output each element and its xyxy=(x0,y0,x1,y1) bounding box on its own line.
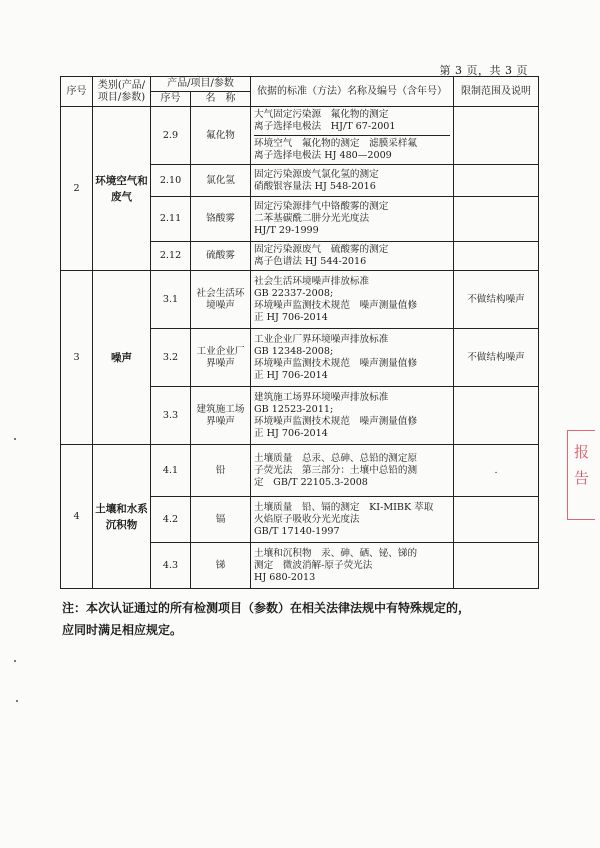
item-limit xyxy=(454,197,539,242)
item-standard xyxy=(251,445,454,497)
item-name: 锑 xyxy=(191,543,251,589)
standard-line: 土壤和沉积物 汞、砷、硒、铋、锑的 xyxy=(254,547,418,559)
standard-block xyxy=(254,548,450,584)
standard-line: 环境噪声监测技术规范 噪声测量值修 xyxy=(254,357,418,369)
standard-line: 工业企业厂界环境噪声排放标准 xyxy=(254,333,389,345)
item-number: 2.10 xyxy=(151,165,191,197)
table-row xyxy=(61,445,539,497)
item-name: 建筑施工场界噪声 xyxy=(191,387,251,445)
standard-block xyxy=(254,169,450,193)
standard-block xyxy=(254,244,450,268)
item-number: 3.3 xyxy=(151,387,191,445)
standard-line: 固定污染源废气 硫酸雾的测定 xyxy=(254,244,389,255)
standard-line: 定 GB/T 22105.3-2008 xyxy=(254,476,368,488)
standard-block xyxy=(254,276,450,324)
standard-line: 离子选择电极法 HJ/T 67-2001 xyxy=(254,121,396,132)
footnote-line: 注：本次认证通过的所有检测项目（参数）在相关法律法规中有特殊规定的， xyxy=(62,601,471,615)
item-number: 4.2 xyxy=(151,497,191,543)
item-number: 3.1 xyxy=(151,271,191,329)
header-category: 类别(产品/项目/参数) xyxy=(93,77,151,107)
table-row xyxy=(61,107,539,165)
standard-line: 固定污染源废气氯化氢的测定 xyxy=(254,168,379,180)
item-limit xyxy=(454,242,539,271)
item-standard xyxy=(251,165,454,197)
footnote-line: 应同时满足相应规定。 xyxy=(62,623,183,637)
standard-line: 环境噪声监测技术规范 噪声测量值修 xyxy=(254,415,418,427)
standard-line: 火焰原子吸收分光光度法 xyxy=(254,513,360,525)
standard-block xyxy=(254,109,450,133)
item-standard xyxy=(251,329,454,387)
item-limit: 不做结构噪声 xyxy=(454,271,539,329)
standard-line: 子荧光法 第三部分：土壤中总铅的测 xyxy=(254,464,418,476)
standard-block xyxy=(254,334,450,382)
group-seq: 3 xyxy=(61,271,93,445)
standard-line: 测定 微波消解-原子荧光法 xyxy=(254,559,373,571)
header-name: 名 称 xyxy=(191,92,251,107)
scan-speck xyxy=(14,660,16,662)
item-limit xyxy=(454,107,539,165)
item-limit xyxy=(454,497,539,543)
item-standard xyxy=(251,197,454,242)
standard-line: 离子色谱法 HJ 544-2016 xyxy=(254,256,367,267)
stamp-glyph: 告 xyxy=(573,469,589,487)
item-number: 2.11 xyxy=(151,197,191,242)
standard-line: 社会生活环境噪声排放标准 xyxy=(254,275,370,287)
standard-line: 正 HJ 706-2014 xyxy=(254,369,328,381)
header-seq: 序号 xyxy=(61,77,93,107)
item-name: 工业企业厂界噪声 xyxy=(191,329,251,387)
standard-block xyxy=(254,502,450,538)
report-stamp xyxy=(567,430,595,520)
scan-speck xyxy=(14,438,16,440)
standard-line: HJ/T 29-1999 xyxy=(254,225,319,236)
item-name: 氟化物 xyxy=(191,107,251,165)
item-standard xyxy=(251,242,454,271)
group-seq: 4 xyxy=(61,445,93,589)
item-limit: . xyxy=(454,445,539,497)
standard-line: GB 12348-2008; xyxy=(254,345,334,357)
standard-line: 二苯基碳酰二肼分光光度法 xyxy=(254,213,370,224)
item-limit xyxy=(454,165,539,197)
item-name: 硫酸雾 xyxy=(191,242,251,271)
header-limit: 限制范围及说明 xyxy=(454,77,539,107)
group-seq: 2 xyxy=(61,107,93,271)
item-limit: 不做结构噪声 xyxy=(454,329,539,387)
item-limit xyxy=(454,387,539,445)
header-product-group: 产品/项目/参数 xyxy=(151,77,251,92)
standard-line: 固定污染源排气中铬酸雾的测定 xyxy=(254,201,389,212)
group-category: 环境空气和废气 xyxy=(93,107,151,271)
standard-line: HJ 680-2013 xyxy=(254,571,316,583)
item-name: 镉 xyxy=(191,497,251,543)
item-number: 4.3 xyxy=(151,543,191,589)
item-limit xyxy=(454,543,539,589)
item-number: 2.12 xyxy=(151,242,191,271)
item-standard xyxy=(251,543,454,589)
item-number: 2.9 xyxy=(151,107,191,165)
item-standard xyxy=(251,387,454,445)
standard-line: 离子选择电极法 HJ 480—2009 xyxy=(254,150,392,161)
standard-line: 硝酸银容量法 HJ 548-2016 xyxy=(254,180,376,192)
item-number: 3.2 xyxy=(151,329,191,387)
item-standard xyxy=(251,271,454,329)
standard-line: 土壤质量 铅、镉的测定 KI-MIBK 萃取 xyxy=(254,501,434,513)
header-standard: 依据的标准（方法）名称及编号（含年号） xyxy=(251,77,454,107)
standard-line: 土壤质量 总汞、总砷、总铅的测定原 xyxy=(254,452,418,464)
scan-speck xyxy=(16,700,18,702)
item-name: 铬酸雾 xyxy=(191,197,251,242)
standard-block xyxy=(254,392,450,440)
standard-line: GB 12523-2011; xyxy=(254,403,334,415)
footnote xyxy=(62,597,542,641)
header-sub-seq: 序号 xyxy=(151,92,191,107)
table-header-row xyxy=(61,77,539,92)
stamp-glyph: 报 xyxy=(573,443,589,461)
standard-line: GB 22337-2008; xyxy=(254,287,334,299)
standard-line: 建筑施工场界环境噪声排放标准 xyxy=(254,391,389,403)
standard-line: 大气固定污染源 氟化物的测定 xyxy=(254,109,389,120)
standard-line: 正 HJ 706-2014 xyxy=(254,311,328,323)
standard-line: 环境噪声监测技术规范 噪声测量值修 xyxy=(254,299,418,311)
item-name: 社会生活环境噪声 xyxy=(191,271,251,329)
item-name: 氯化氢 xyxy=(191,165,251,197)
standard-line: 环境空气 氟化物的测定 滤膜采样氟 xyxy=(254,138,418,149)
standard-block xyxy=(254,201,450,237)
group-category: 土壤和水系沉积物 xyxy=(93,445,151,589)
standard-block xyxy=(254,135,450,162)
item-name: 铅 xyxy=(191,445,251,497)
item-standard xyxy=(251,497,454,543)
standard-line: 正 HJ 706-2014 xyxy=(254,427,328,439)
table-row xyxy=(61,271,539,329)
page-number: 第 3 页，共 3 页 xyxy=(439,64,528,77)
scope-table xyxy=(60,76,539,589)
standard-block xyxy=(254,453,450,489)
item-number: 4.1 xyxy=(151,445,191,497)
item-standard xyxy=(251,107,454,165)
group-category: 噪声 xyxy=(93,271,151,445)
standard-line: GB/T 17140-1997 xyxy=(254,525,340,537)
